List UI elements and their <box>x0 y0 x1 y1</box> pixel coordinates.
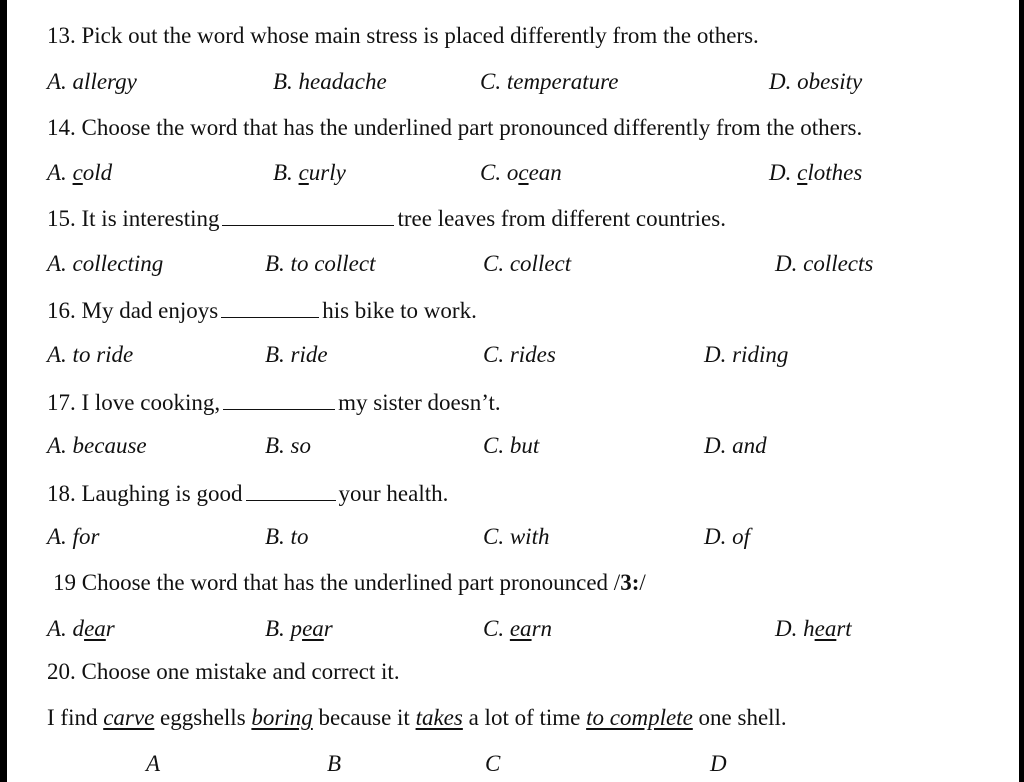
question-20-stem: 20. Choose one mistake and correct it. <box>47 659 400 684</box>
q19-option-a[interactable]: A. dear <box>47 616 115 641</box>
q18-option-c[interactable]: C. with <box>483 524 550 549</box>
answer-blank-15[interactable] <box>222 205 394 226</box>
q16-option-c[interactable]: C. rides <box>483 342 556 367</box>
question-15-stem: 15. It is interesting tree leaves from different countries. <box>47 206 726 231</box>
q15-option-b[interactable]: B. to collect <box>265 251 376 276</box>
question-14-stem: 14. Choose the word that has the underlined part pronounced differently from the others. <box>47 115 863 140</box>
q14-option-a[interactable]: A. cold <box>47 160 113 185</box>
q19-option-d[interactable]: D. heart <box>775 616 852 641</box>
q20-segment-d[interactable]: to complete <box>586 705 693 730</box>
q20-label-d: D <box>710 751 727 776</box>
q17-option-a[interactable]: A. because <box>47 433 147 458</box>
q15-option-c[interactable]: C. collect <box>483 251 572 276</box>
answer-blank-16[interactable] <box>221 297 319 318</box>
q19-option-b[interactable]: B. pear <box>265 616 333 641</box>
q19-option-c[interactable]: C. earn <box>483 616 553 641</box>
q15-option-d[interactable]: D. collects <box>775 251 874 276</box>
worksheet-page <box>7 0 1019 782</box>
q20-label-b: B <box>327 751 342 776</box>
question-19-stem: 19 Choose the word that has the underlined part pronounced /3:/ <box>53 570 646 595</box>
q15-option-a[interactable]: A. collecting <box>47 251 164 276</box>
answer-blank-18[interactable] <box>246 480 336 501</box>
q17-option-d[interactable]: D. and <box>704 433 767 458</box>
phonetic-symbol: 3: <box>620 570 640 595</box>
q18-option-d[interactable]: D. of <box>704 524 750 549</box>
q17-option-c[interactable]: C. but <box>483 433 540 458</box>
q13-option-a[interactable]: A. allergy <box>47 69 137 94</box>
q18-option-b[interactable]: B. to <box>265 524 309 549</box>
q13-option-c[interactable]: C. temperature <box>480 69 619 94</box>
q17-option-b[interactable]: B. so <box>265 433 311 458</box>
q16-option-b[interactable]: B. ride <box>265 342 328 367</box>
q18-option-a[interactable]: A. for <box>47 524 100 549</box>
answer-blank-17[interactable] <box>223 389 335 410</box>
q20-segment-a[interactable]: carve <box>103 705 155 730</box>
q20-label-c: C <box>485 751 501 776</box>
q20-label-a: A <box>146 751 161 776</box>
question-13-stem: 13. Pick out the word whose main stress is placed differently from the others. <box>47 23 759 48</box>
q20-segment-c[interactable]: takes <box>415 705 463 730</box>
q14-option-b[interactable]: B. curly <box>273 160 346 185</box>
q16-option-d[interactable]: D. riding <box>704 342 789 367</box>
q14-option-c[interactable]: C. ocean <box>480 160 562 185</box>
q20-sentence: I find carve eggshells boring because it takes a lot of time to complete one shell. <box>47 705 787 730</box>
q16-option-a[interactable]: A. to ride <box>47 342 134 367</box>
question-16-stem: 16. My dad enjoys his bike to work. <box>47 298 477 323</box>
question-18-stem: 18. Laughing is good your health. <box>47 481 449 506</box>
question-17-stem: 17. I love cooking, my sister doesn’t. <box>47 390 501 415</box>
q20-segment-b[interactable]: boring <box>251 705 313 730</box>
q13-option-d[interactable]: D. obesity <box>769 69 863 94</box>
q14-option-d[interactable]: D. clothes <box>769 160 863 185</box>
q13-option-b[interactable]: B. headache <box>273 69 387 94</box>
